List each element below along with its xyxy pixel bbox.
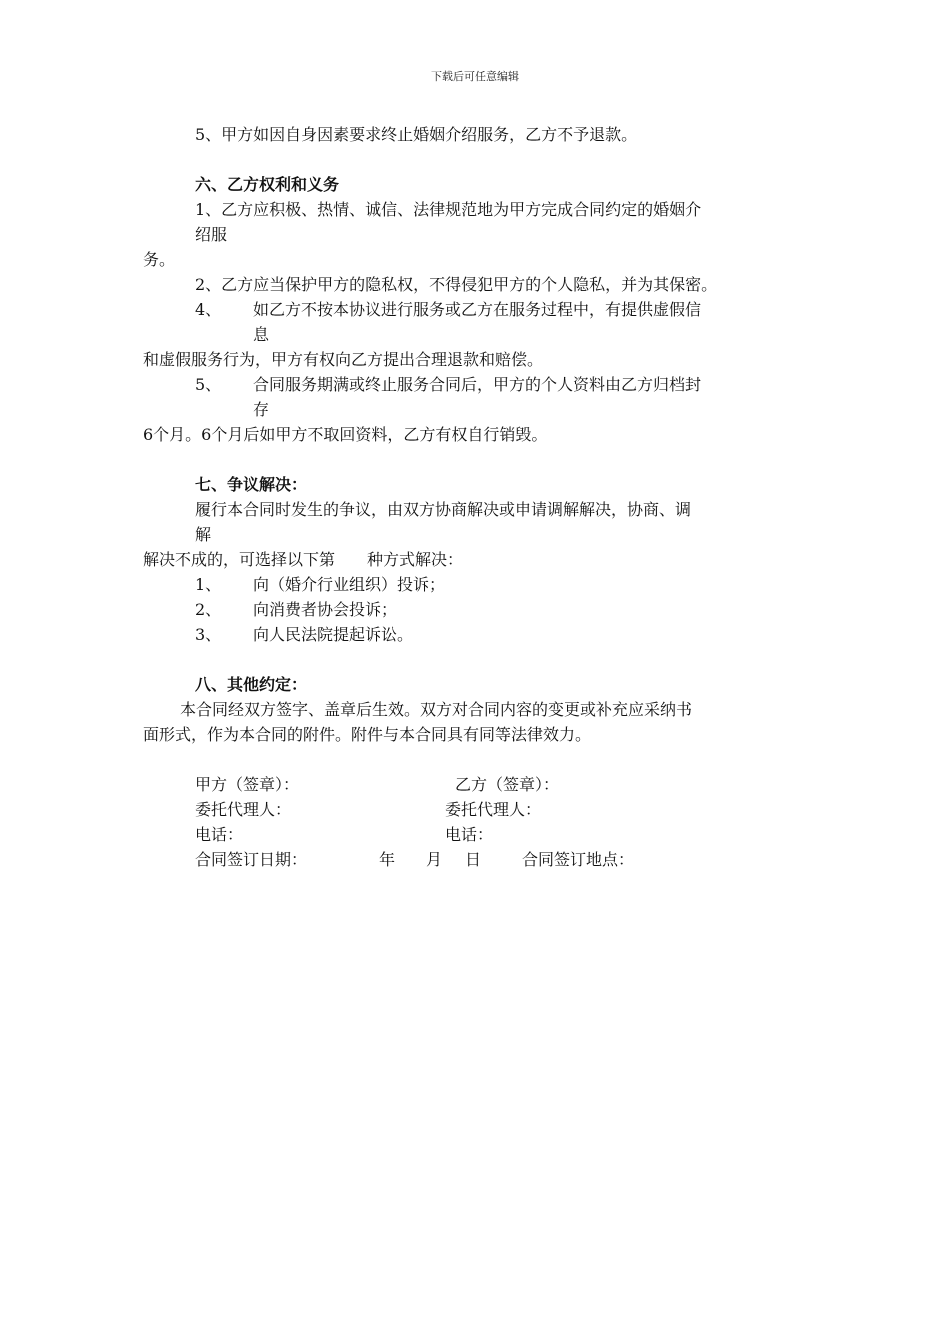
section-6-item-5 (195, 374, 701, 396)
section-6-item-5-end: 6个月。6个月后如甲方不取回资料，乙方有权自行销毁。 (143, 425, 548, 444)
option-number: 2、 (195, 600, 222, 619)
section-6-item-2: 2、乙方应当保护甲方的隐私权，不得侵犯甲方的个人隐私，并为其保密。 (195, 275, 718, 294)
section-6-title: 六、乙方权利和义务 (195, 175, 340, 194)
section-7-intro: 履行本合同时发生的争议，由双方协商解决或申请调解解决，协商、调 (195, 500, 692, 519)
clause-5-item-5: 5、甲方如因自身因素要求终止婚姻介绍服务，乙方不予退款。 (195, 125, 638, 144)
party-a-seal: 甲方（签章）： (195, 775, 300, 794)
date-day: 日 (465, 850, 482, 869)
page-header: 下载后可任意编辑 (431, 70, 519, 83)
item-number: 5、 (195, 375, 222, 394)
item-text: 合同服务期满或终止服务合同后，甲方的个人资料由乙方归档封 (253, 375, 702, 394)
section-8-body-cont: 面形式，作为本合同的附件。附件与本合同具有同等法律效力。 (143, 725, 592, 744)
section-6-item-4-end: 和虚假服务行为，甲方有权向乙方提出合理退款和赔偿。 (143, 350, 544, 369)
party-b-agent: 委托代理人： (445, 800, 542, 819)
section-8-title: 八、其他约定： (195, 675, 308, 694)
option-text: 向（婚介行业组织）投诉； (253, 575, 446, 594)
section-8-body: 本合同经双方签字、盖章后生效。双方对合同内容的变更或补充应采纳书 (180, 700, 693, 719)
party-a-agent: 委托代理人： (195, 800, 292, 819)
contract-sign-place-label: 合同签订地点： (522, 850, 635, 869)
section-6-item-4 (195, 299, 701, 321)
item-number: 4、 (195, 300, 222, 319)
section-6-item-4-cont: 息 (253, 325, 270, 344)
section-7-intro-cont: 解 (195, 525, 212, 544)
party-b-phone: 电话： (445, 825, 494, 844)
contract-sign-date-label: 合同签订日期： (195, 850, 308, 869)
section-6-item-1: 1、乙方应积极、热情、诚信、法律规范地为甲方完成合同约定的婚姻介 (195, 200, 702, 219)
party-a-phone: 电话： (195, 825, 244, 844)
option-number: 1、 (195, 575, 222, 594)
section-6-item-1-cont: 绍服 (195, 225, 228, 244)
item-text: 如乙方不按本协议进行服务或乙方在服务过程中，有提供虚假信 (253, 300, 702, 319)
party-b-seal: 乙方（签章）： (455, 775, 560, 794)
date-month: 月 (426, 850, 443, 869)
date-year: 年 (379, 850, 396, 869)
section-7-intro-end: 解决不成的，可选择以下第 种方式解决： (143, 550, 464, 569)
option-number: 3、 (195, 625, 222, 644)
section-7-option-1 (195, 574, 445, 596)
section-6-item-1-end: 务。 (143, 250, 176, 269)
section-7-title: 七、争议解决： (195, 475, 308, 494)
section-7-option-2 (195, 599, 397, 621)
option-text: 向人民法院提起诉讼。 (253, 625, 414, 644)
option-text: 向消费者协会投诉； (253, 600, 398, 619)
section-7-option-3 (195, 624, 413, 646)
section-6-item-5-cont: 存 (253, 400, 270, 419)
